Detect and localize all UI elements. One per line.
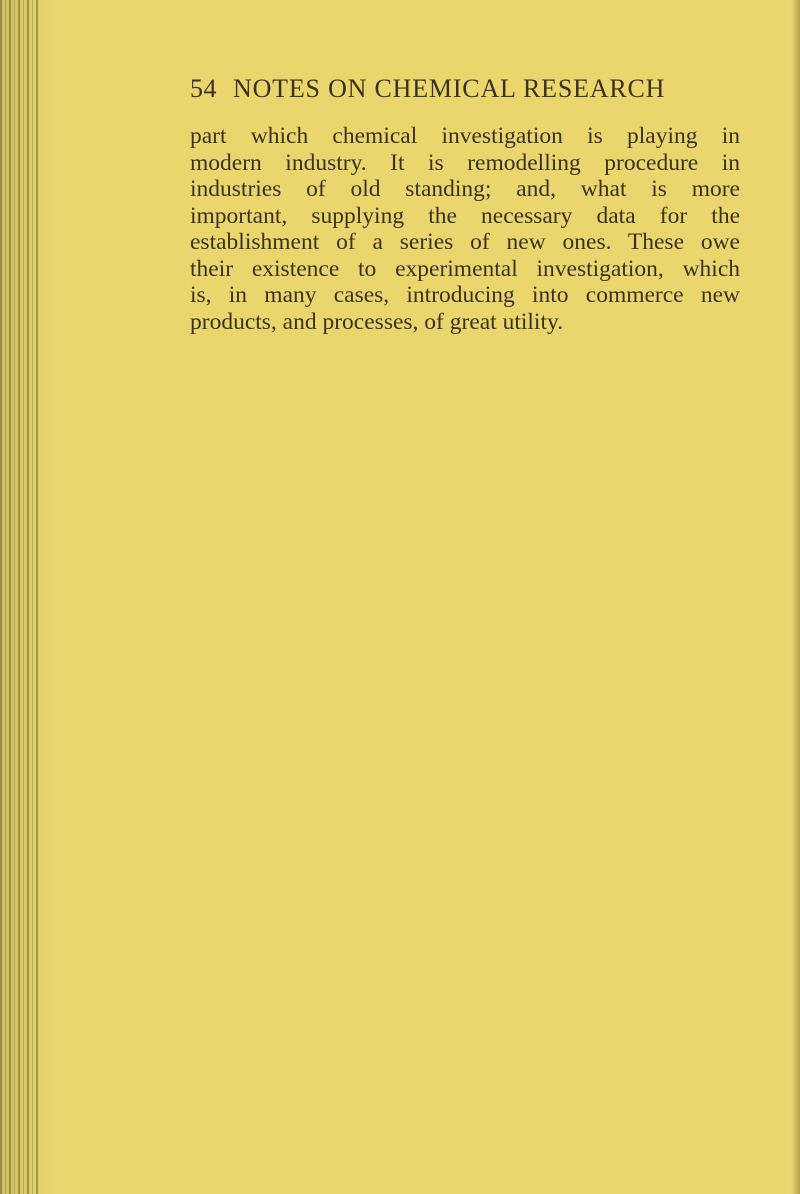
running-title: NOTES ON CHEMICAL RESEARCH <box>233 74 666 103</box>
book-binding-edge <box>0 0 40 1194</box>
text-line: products, and processes, of great utility. <box>190 308 564 335</box>
page-number: 54 <box>190 74 217 103</box>
text-line: modern industry. It is remodelling procedure in <box>190 149 740 176</box>
text-line: establishment of a series of new ones. These owe <box>190 229 740 255</box>
text-line: their existence to experimental investigation, which <box>190 255 740 282</box>
text-line: is, in many cases, introducing into commerce new <box>190 282 740 308</box>
running-head <box>190 74 730 104</box>
text-line: industries of old standing; and, what is more <box>190 176 740 202</box>
body-paragraph <box>190 123 740 335</box>
page-right-edge <box>792 0 800 1194</box>
text-line: part which chemical investigation is playing in <box>190 123 740 149</box>
text-line: important, supplying the necessary data for the <box>190 202 740 229</box>
